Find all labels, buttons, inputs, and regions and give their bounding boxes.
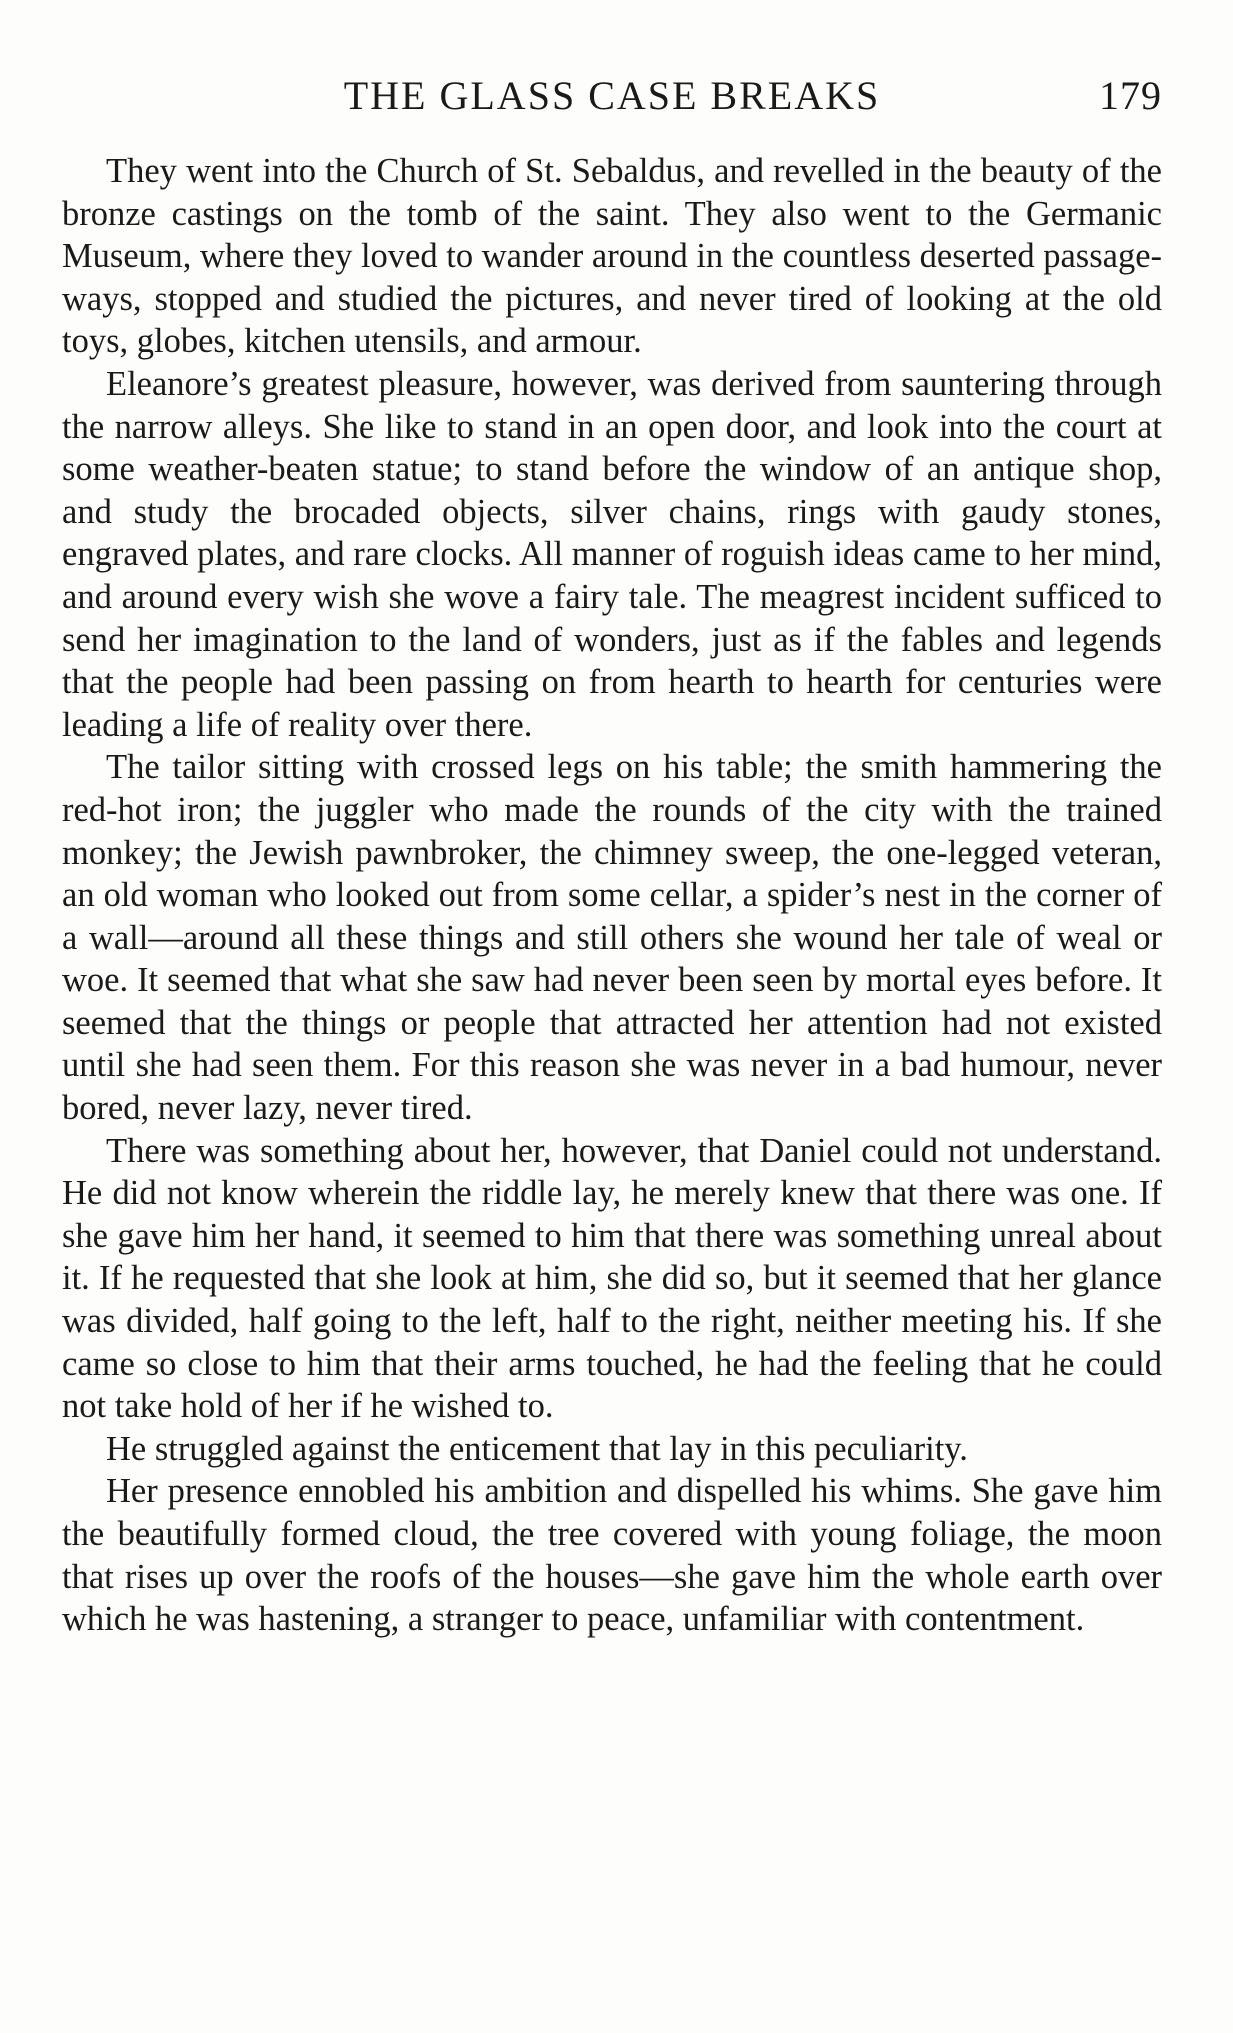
paragraph: They went into the Church of St. Sebaldus, and revelled in the beauty of the bronze castings on the tomb of the saint. They also went to the Germanic Museum, where they loved to wander around in the countless deserted passage-ways, stopped and studied the pictures, and never tired of looking at the old toys, globes, kitchen utensils, and armour. [62, 152, 1162, 361]
paragraph: There was something about her, however, that Daniel could not understand. He did not know wherein the riddle lay, he merely knew that there was one. If she gave him her hand, it seemed to him that there was something unreal about it. If he requested that she look at him, she did so, but it seemed that her glance was divided, half going to the left, half to the right, neither meeting his. If she came so close to him that their arms touched, he had the feeling that he could not take hold of her if he wished to. [62, 1131, 1162, 1426]
page-number: 179 [1099, 73, 1162, 118]
running-title: THE GLASS CASE BREAKS [343, 73, 881, 118]
paragraph: Her presence ennobled his ambition and dispelled his whims. She gave him the beautifully formed cloud, the tree covered with young foliage, the moon that rises up over the roofs of the houses—she gave him the whole earth over which he was hastening, a stranger to peace, unfamiliar with contentment. [62, 1472, 1162, 1639]
running-head [62, 66, 1162, 126]
paragraph: He struggled against the enticement that lay in this peculiarity. [106, 1429, 968, 1468]
paragraph: The tailor sitting with crossed legs on his table; the smith hammering the red-hot iron; the juggler who made the rounds of the city with the trained monkey; the Jewish pawnbroker, the chimney sweep, the one-legged veteran, an old woman who looked out from some cellar, a spider’s nest in the corner of a wall—around all these things and still others she wound her tale of weal or woe. It seemed that what she saw had never been seen by mortal eyes before. It seemed that the things or people that attracted her attention had not existed until she had seen them. For this reason she was never in a bad humour, never bored, never lazy, never tired. [62, 748, 1162, 1128]
body-text [62, 150, 1162, 1641]
paragraph: Eleanore’s greatest pleasure, however, was derived from sauntering through the narrow alleys. She like to stand in an open door, and look into the court at some weather-beaten statue; to stand before the window of an antique shop, and study the brocaded objects, silver chains, rings with gaudy stones, engraved plates, and rare clocks. All manner of roguish ideas came to her mind, and around every wish she wove a fairy tale. The meagrest incident sufficed to send her imagination to the land of wonders, just as if the fables and legends that the people had been passing on from hearth to hearth for centuries were leading a life of reality over there. [62, 364, 1162, 744]
